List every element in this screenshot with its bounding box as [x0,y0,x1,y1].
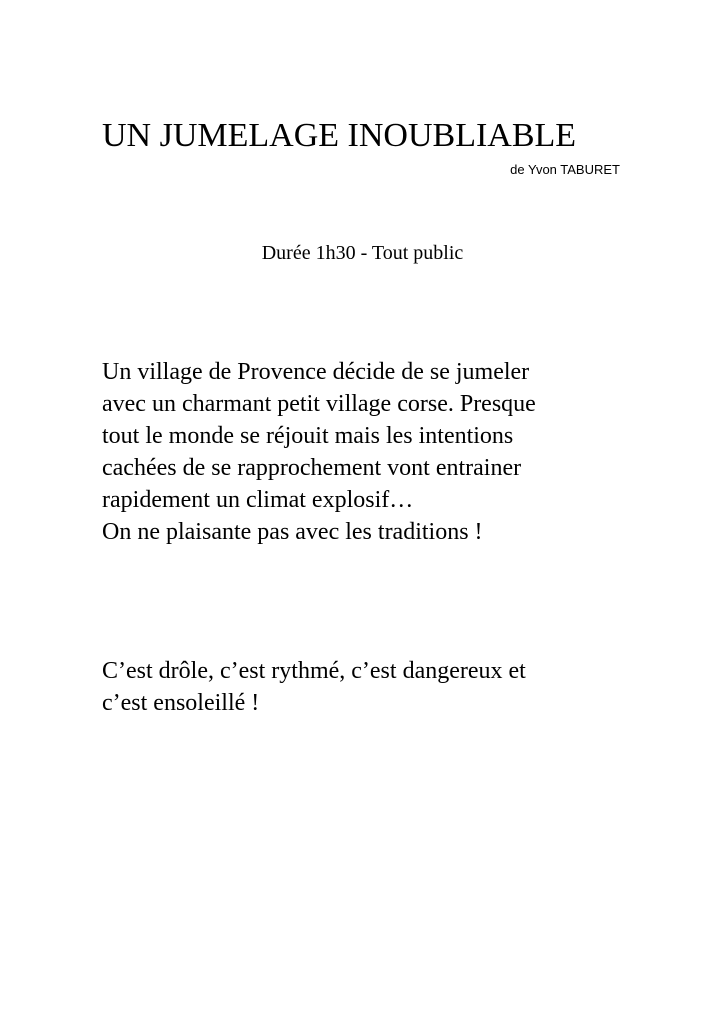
synopsis-line: Un village de Provence décide de se jumeler [102,359,530,385]
synopsis-line: On ne plaisante pas avec les traditions ! [102,519,483,545]
synopsis-paragraph [102,356,662,548]
tagline-line: C’est drôle, c’est rythmé, c’est dangereux et [102,658,526,684]
play-title: UN JUMELAGE INOUBLIABLE [102,117,577,154]
synopsis-line: avec un charmant petit village corse. Presque [102,391,536,417]
duration-audience-info: Durée 1h30 - Tout public [261,242,464,264]
synopsis-line: cachées de se rapprochement vont entrainer [102,455,522,481]
tagline-paragraph [102,655,662,719]
author-credit: de Yvon TABURET [510,162,620,177]
tagline-line: c’est ensoleillé ! [102,690,260,716]
synopsis-line: tout le monde se réjouit mais les intentions [102,423,514,449]
synopsis-line: rapidement un climat explosif… [102,487,414,513]
